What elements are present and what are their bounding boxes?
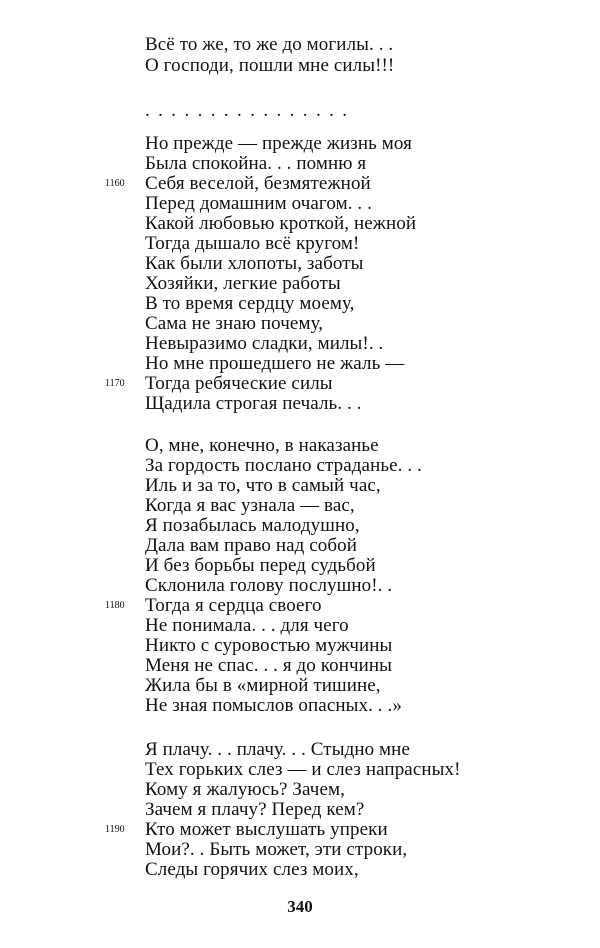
poem-line: Жила бы в «мирной тишине, bbox=[145, 675, 381, 696]
poem-line: Но прежде — прежде жизнь моя bbox=[145, 133, 412, 154]
poem-line: Склонила голову послушно!. . bbox=[145, 575, 393, 596]
line-number: 1160 bbox=[105, 178, 125, 189]
poem-line: Щадила строгая печаль. . . bbox=[145, 393, 362, 414]
poem-line: Зачем я плачу? Перед кем? bbox=[145, 799, 365, 820]
poem-line: Хозяйки, легкие работы bbox=[145, 273, 341, 294]
poem-line: В то время сердцу моему, bbox=[145, 293, 355, 314]
poem-line: Всё то же, то же до могилы. . . bbox=[145, 34, 394, 55]
poem-line: Тех горьких слез — и слез напрасных! bbox=[145, 759, 461, 780]
line-number: 1180 bbox=[105, 600, 125, 611]
poem-line: Как были хлопоты, заботы bbox=[145, 253, 364, 274]
poem-line: Не понимала. . . для чего bbox=[145, 615, 349, 636]
page-number: 340 bbox=[287, 897, 313, 916]
poem-line: О господи, пошли мне силы!!! bbox=[145, 55, 395, 76]
poem-line: Я позабылась малодушно, bbox=[145, 515, 360, 536]
poem-line: Я плачу. . . плачу. . . Стыдно мне bbox=[145, 739, 410, 760]
poem-line: О, мне, конечно, в наказанье bbox=[145, 435, 379, 456]
poem-line: Когда я вас узнала — вас, bbox=[145, 495, 355, 516]
poem-line: Сама не знаю почему, bbox=[145, 313, 324, 334]
line-number: 1170 bbox=[105, 378, 125, 389]
poem-line: Мои?. . Быть может, эти строки, bbox=[145, 839, 408, 860]
poem-line: Тогда ребяческие силы bbox=[145, 373, 333, 394]
poem-line: Но мне прошедшего не жаль — bbox=[145, 353, 405, 374]
poem-line: Какой любовью кроткой, нежной bbox=[145, 213, 417, 234]
poem-line: Тогда дышало всё кругом! bbox=[145, 233, 360, 254]
poem-line: Тогда я сердца своего bbox=[145, 595, 322, 616]
poem-line: Кому я жалуюсь? Зачем, bbox=[145, 779, 345, 800]
poem-line: Не зная помыслов опасных. . .» bbox=[145, 695, 402, 716]
poem-line: Себя веселой, безмятежной bbox=[145, 173, 371, 194]
poem-line: Была спокойна. . . помню я bbox=[145, 153, 367, 174]
poem-line: Иль и за то, что в самый час, bbox=[145, 475, 381, 496]
line-number: 1190 bbox=[105, 824, 125, 835]
dot-separator: ................ bbox=[145, 100, 356, 121]
poem-line: Меня не спас. . . я до кончины bbox=[145, 655, 393, 676]
poem-line: За гордость послано страданье. . . bbox=[145, 455, 422, 476]
poem-line: Невыразимо сладки, милы!. . bbox=[145, 333, 384, 354]
poem-line: И без борьбы перед судьбой bbox=[145, 555, 376, 576]
poem-line: Дала вам право над собой bbox=[145, 535, 358, 556]
poem-line: Следы горячих слез моих, bbox=[145, 859, 359, 880]
poem-line: Перед домашним очагом. . . bbox=[145, 193, 372, 214]
poem-line: Кто может выслушать упреки bbox=[145, 819, 388, 840]
poem-line: Никто с суровостью мужчины bbox=[145, 635, 393, 656]
